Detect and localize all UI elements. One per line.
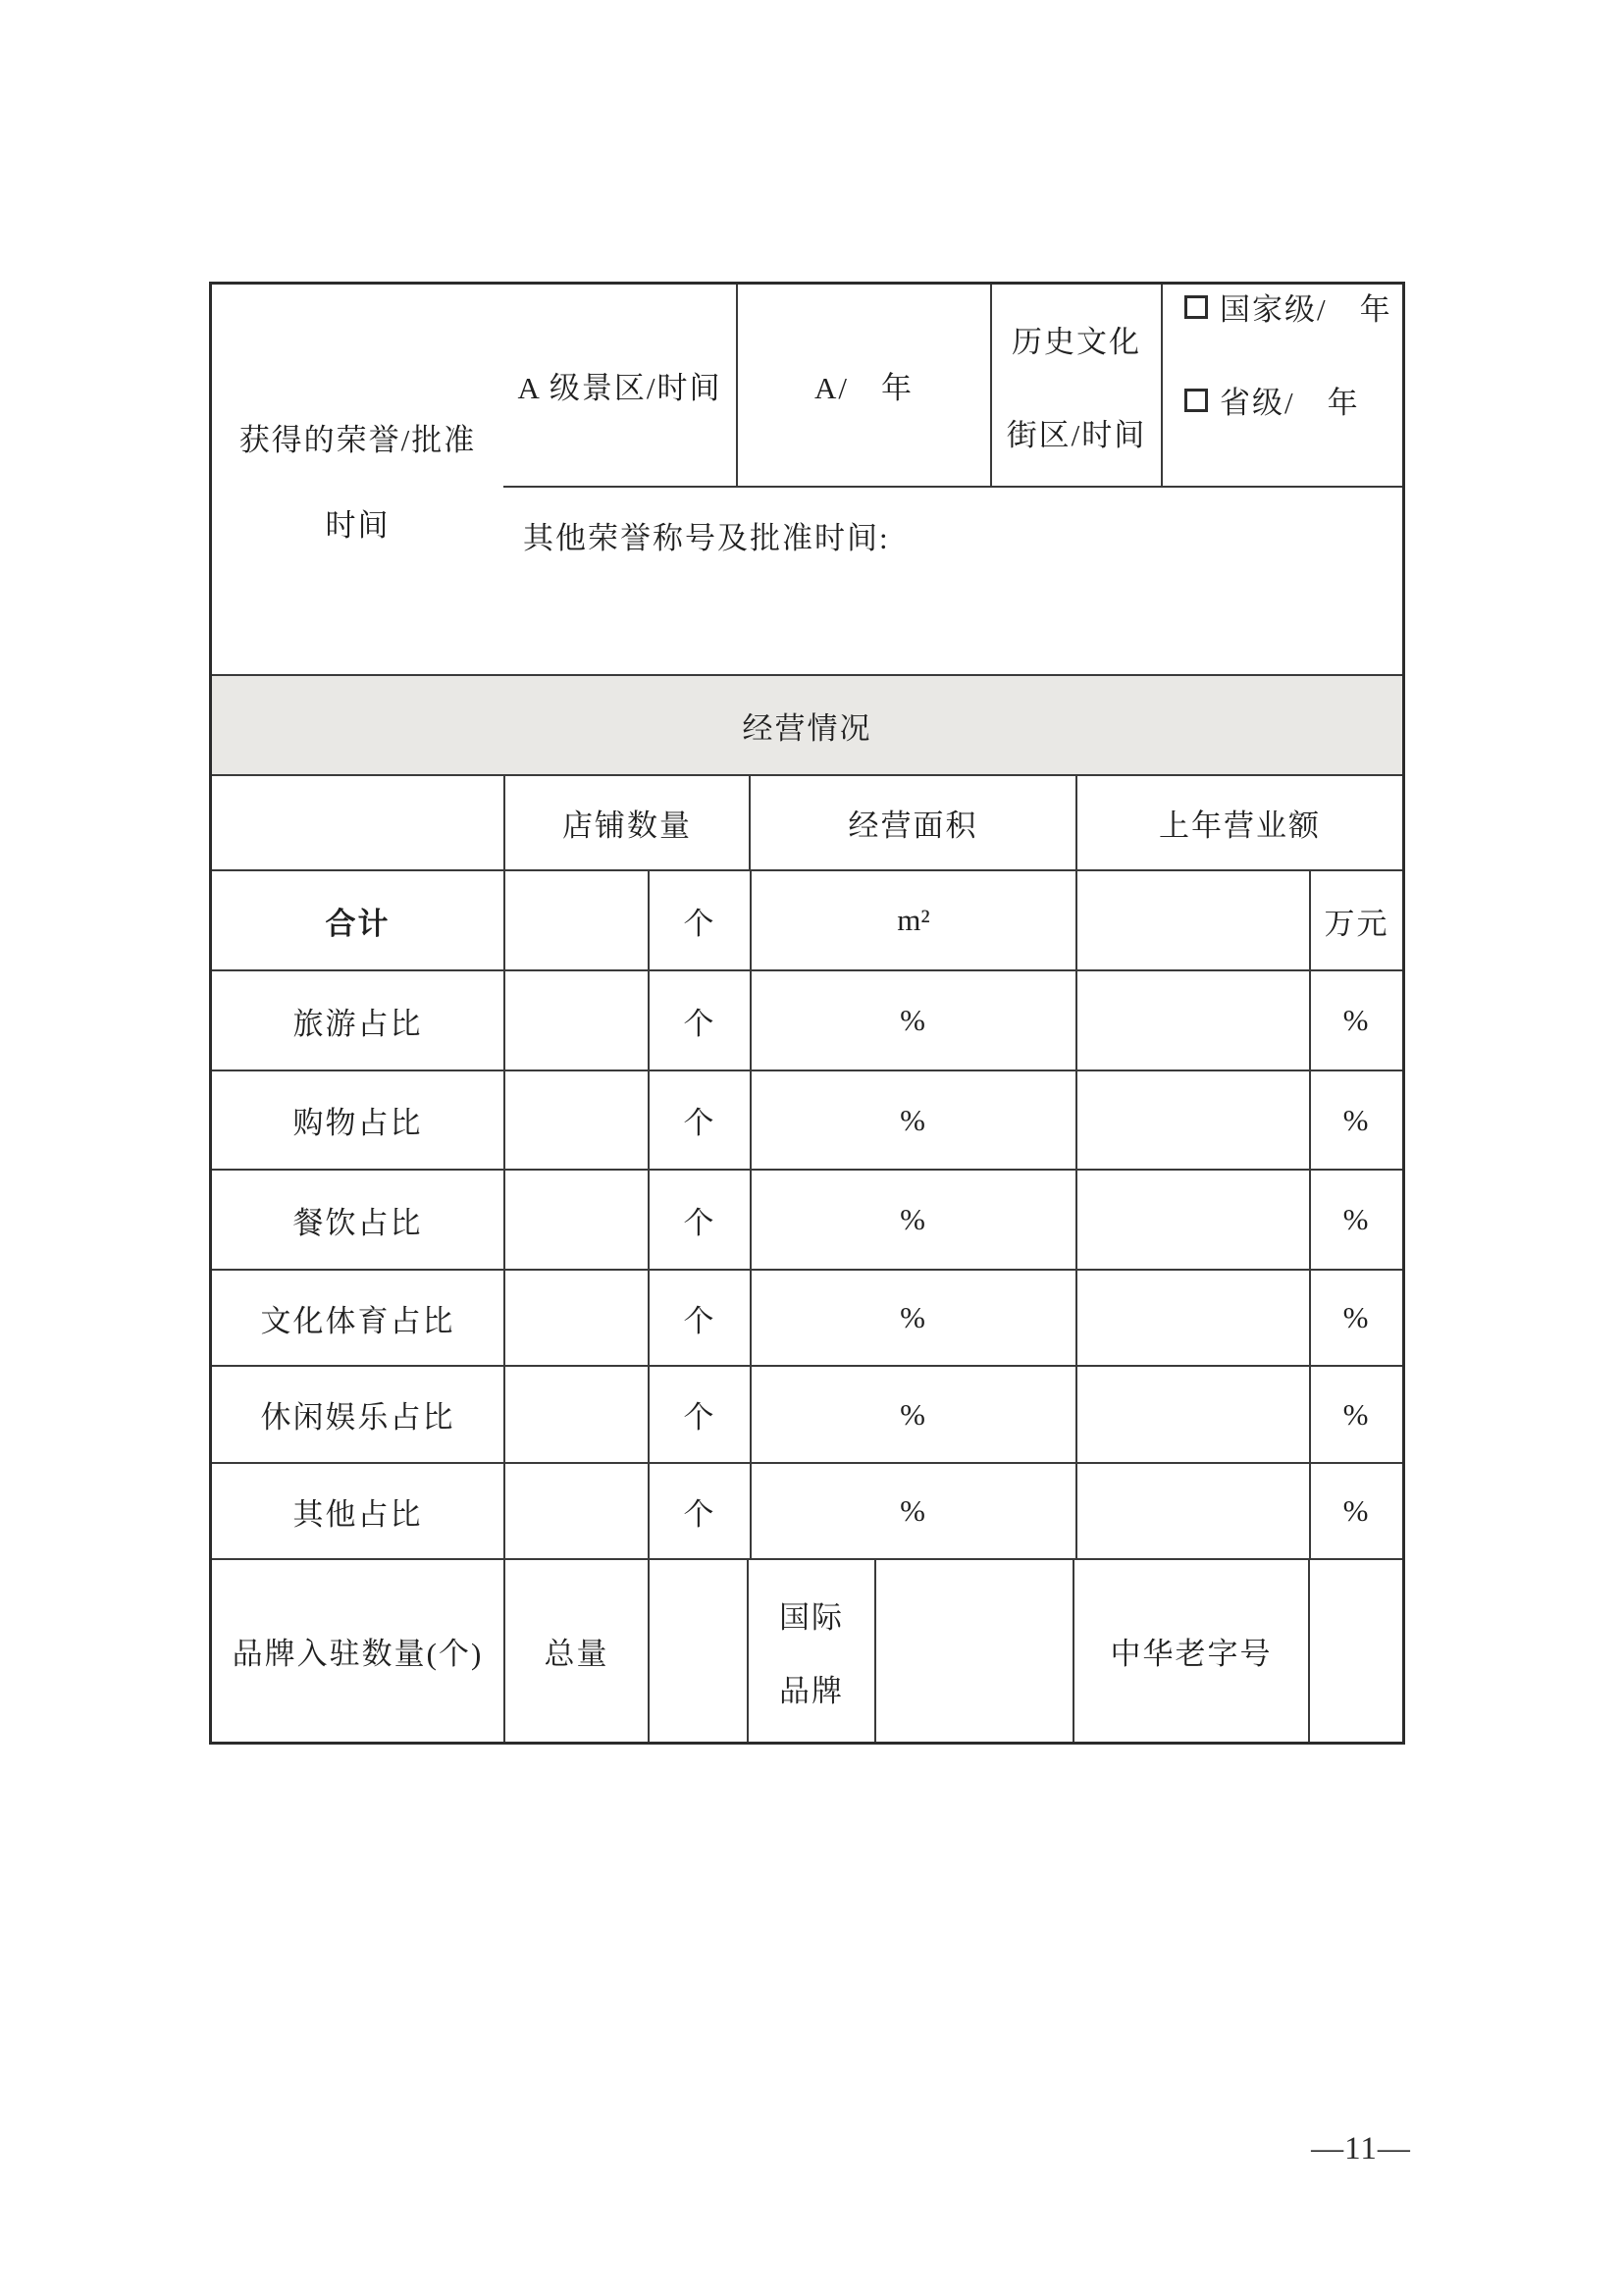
brands-international-label [747, 1560, 874, 1742]
business-section-title: 经营情况 [742, 710, 872, 746]
table-row-brands [212, 1558, 1402, 1742]
header-empty-cell [212, 776, 503, 869]
brands-row-label: 品牌入驻数量(个) [232, 1637, 484, 1671]
a-level-scenic-label: A 级景区/时间 [517, 371, 722, 405]
provincial-level-option [1184, 378, 1360, 422]
row-label: 餐饮占比 [292, 1205, 423, 1240]
area-unit: % [750, 1367, 1075, 1462]
application-form-table [209, 282, 1405, 1745]
a-level-scenic-value: A/ 年 [736, 285, 990, 486]
honors-row-label [212, 285, 503, 674]
national-level-option [1184, 285, 1392, 329]
brands-laozihao-value-cell [1308, 1560, 1402, 1742]
revenue-unit: % [1309, 971, 1402, 1070]
shop-count-unit: 个 [648, 1171, 750, 1269]
area-unit: % [750, 1464, 1075, 1558]
shop-count-unit: 个 [648, 871, 750, 969]
shop-count-value-cell [503, 1464, 648, 1558]
table-row-culture-sports [212, 1269, 1402, 1365]
header-last-year-revenue: 上年营业额 [1075, 776, 1402, 869]
shop-count-unit: 个 [648, 1271, 750, 1365]
area-unit: % [750, 1071, 1075, 1169]
table-row-leisure [212, 1365, 1402, 1462]
table-row-shopping [212, 1070, 1402, 1169]
historic-level-options [1161, 285, 1402, 486]
revenue-unit: % [1309, 1464, 1402, 1558]
honors-label-line2: 时间 [325, 507, 391, 543]
area-unit: % [750, 1271, 1075, 1365]
shop-count-value-cell [503, 1271, 648, 1365]
shop-count-value-cell [503, 1171, 648, 1269]
brands-total-label: 总量 [503, 1560, 648, 1742]
shop-count-unit: 个 [648, 1464, 750, 1558]
shop-count-unit: 个 [648, 971, 750, 1070]
shop-count-value-cell [503, 971, 648, 1070]
shop-count-value-cell [503, 871, 648, 969]
brands-total-value-cell [648, 1560, 747, 1742]
intl-label-line1: 国际 [779, 1599, 844, 1635]
row-label: 旅游占比 [292, 1006, 423, 1041]
business-header-row [212, 774, 1402, 869]
revenue-value-cell [1075, 1171, 1309, 1269]
table-row-total [212, 869, 1402, 969]
brands-international-value-cell [874, 1560, 1073, 1742]
honors-section [212, 285, 1402, 674]
historic-label-line1: 历史文化 [1012, 324, 1141, 359]
area-unit: % [750, 971, 1075, 1070]
revenue-value-cell [1075, 971, 1309, 1070]
intl-label-line2: 品牌 [779, 1673, 844, 1708]
honors-top-row [503, 285, 1402, 486]
other-honors-row [503, 486, 1402, 674]
shop-count-value-cell [503, 1071, 648, 1169]
brands-laozihao-label: 中华老字号 [1073, 1560, 1308, 1742]
header-shop-count: 店铺数量 [503, 776, 749, 869]
revenue-value-cell [1075, 1271, 1309, 1365]
row-label: 购物占比 [292, 1106, 423, 1140]
revenue-value-cell [1075, 871, 1309, 969]
area-unit: % [750, 1171, 1075, 1269]
historic-label-line2: 街区/时间 [1006, 417, 1147, 452]
table-row-tourism [212, 969, 1402, 1070]
checkbox-icon [1184, 389, 1208, 412]
row-label: 休闲娱乐占比 [260, 1400, 455, 1435]
honors-label-line1: 获得的荣誉/批准 [238, 422, 477, 457]
shop-count-value-cell [503, 1367, 648, 1462]
checkbox-icon [1184, 295, 1208, 319]
other-honors-label: 其他荣誉称号及批准时间: [523, 521, 890, 555]
revenue-value-cell [1075, 1071, 1309, 1169]
business-section-band [212, 674, 1402, 774]
page-number: —11— [1311, 2131, 1411, 2166]
national-level-label: 国家级/ 年 [1220, 292, 1392, 327]
row-label: 文化体育占比 [260, 1303, 455, 1338]
row-label: 合计 [325, 906, 391, 941]
revenue-value-cell [1075, 1464, 1309, 1558]
historic-district-label [990, 285, 1161, 486]
table-row-catering [212, 1169, 1402, 1269]
revenue-value-cell [1075, 1367, 1309, 1462]
table-row-other [212, 1462, 1402, 1558]
revenue-unit: % [1309, 1171, 1402, 1269]
revenue-unit: % [1309, 1071, 1402, 1169]
header-business-area: 经营面积 [749, 776, 1075, 869]
shop-count-unit: 个 [648, 1367, 750, 1462]
provincial-level-label: 省级/ 年 [1220, 386, 1360, 420]
area-unit: m² [750, 871, 1075, 969]
revenue-unit: % [1309, 1271, 1402, 1365]
revenue-unit: 万元 [1309, 871, 1402, 969]
row-label: 其他占比 [292, 1496, 423, 1532]
revenue-unit: % [1309, 1367, 1402, 1462]
shop-count-unit: 个 [648, 1071, 750, 1169]
